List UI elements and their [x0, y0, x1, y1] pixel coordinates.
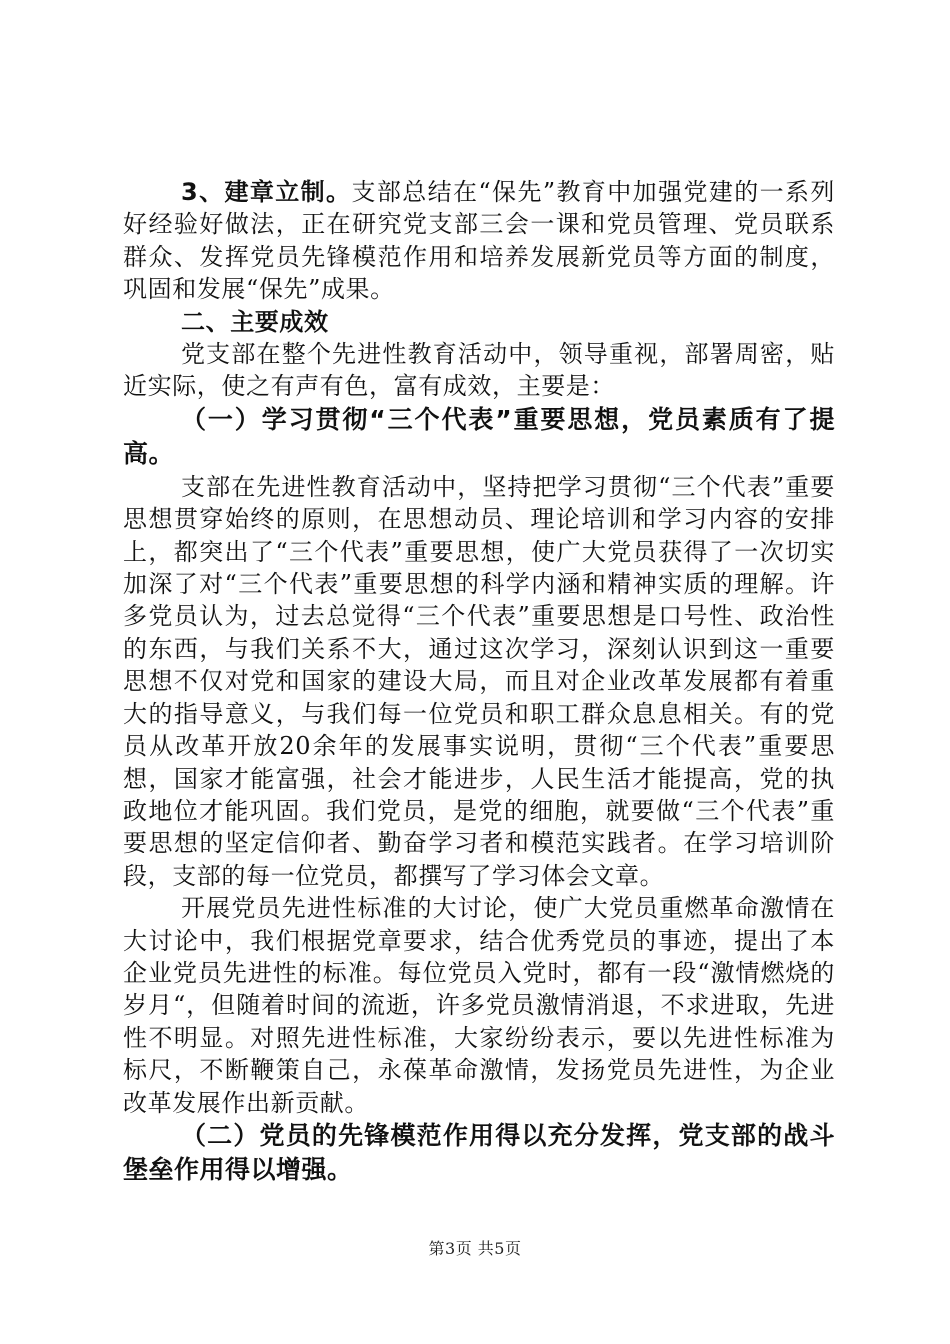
- section-3-lead: 3、建章立制。: [181, 178, 352, 206]
- page-footer: 第3页 共5页: [428, 1239, 522, 1258]
- paragraph-study: 支部在先进性教育活动中，坚持把学习贯彻“三个代表”重要思想贯穿始终的原则，在思想动员、理论培训和学习内容的安排上，都突出了“三个代表”重要思想，使广大党员获得了一次切实加深了对“三个代表”重要思想的科学内涵和精神实质的理解。许多党员认为，过去总觉得“三个代表”重要思想是口号性、政治性的东西，与我们关系不大，通过这次学习，深刻认识到这一重要思想不仅对党和国家的建设大局，而且对企业改革发展都有着重大的指导意义，与我们每一位党员和职工群众息息相关。有的党员从改革开放20余年的发展事实说明，贯彻“三个代表”重要思想，国家才能富强，社会才能进步，人民生活才能提高，党的执政地位才能巩固。我们党员，是党的细胞，就要做“三个代表”重要思想的坚定信仰者、勤奋学习者和模范实践者。在学习培训阶段，支部的每一位党员，都撰写了学习体会文章。: [123, 472, 835, 890]
- section-3-text: 支部总结在“保先”教育中加强党建的一系列好经验好做法，正在研究党支部三会一课和党员管理、党员联系群众、发挥党员先锋模范作用和培养发展新党员等方面的制度，巩固和发展“保先”成果。: [123, 178, 835, 304]
- heading-subsection-two: （二）党员的先锋模范作用得以充分发挥，党支部的战斗堡垒作用得以增强。: [123, 1120, 835, 1184]
- heading-main-results: 二、主要成效: [181, 307, 329, 336]
- paragraph-standards: 开展党员先进性标准的大讨论，使广大党员重燃革命激情在大讨论中，我们根据党章要求，结合优秀党员的事迹，提出了本企业党员先进性的标准。每位党员入党时，都有一段“激情燃烧的岁月“，但随着时间的流逝，许多党员激情消退，不求进取，先进性不明显。对照先进性标准，大家纷纷表示，要以先进性标准为标尺，不断鞭策自己，永葆革命激情，发扬党员先进性，为企业改革发展作出新贡献。: [123, 894, 835, 1117]
- paragraph-intro: 党支部在整个先进性教育活动中，领导重视，部署周密，贴近实际，使之有声有色，富有成效，主要是：: [123, 340, 835, 401]
- heading-subsection-one: （一）学习贯彻“三个代表”重要思想，党员素质有了提高。: [123, 404, 835, 468]
- document-body: [123, 176, 835, 1187]
- paragraph-section-3: [123, 176, 835, 306]
